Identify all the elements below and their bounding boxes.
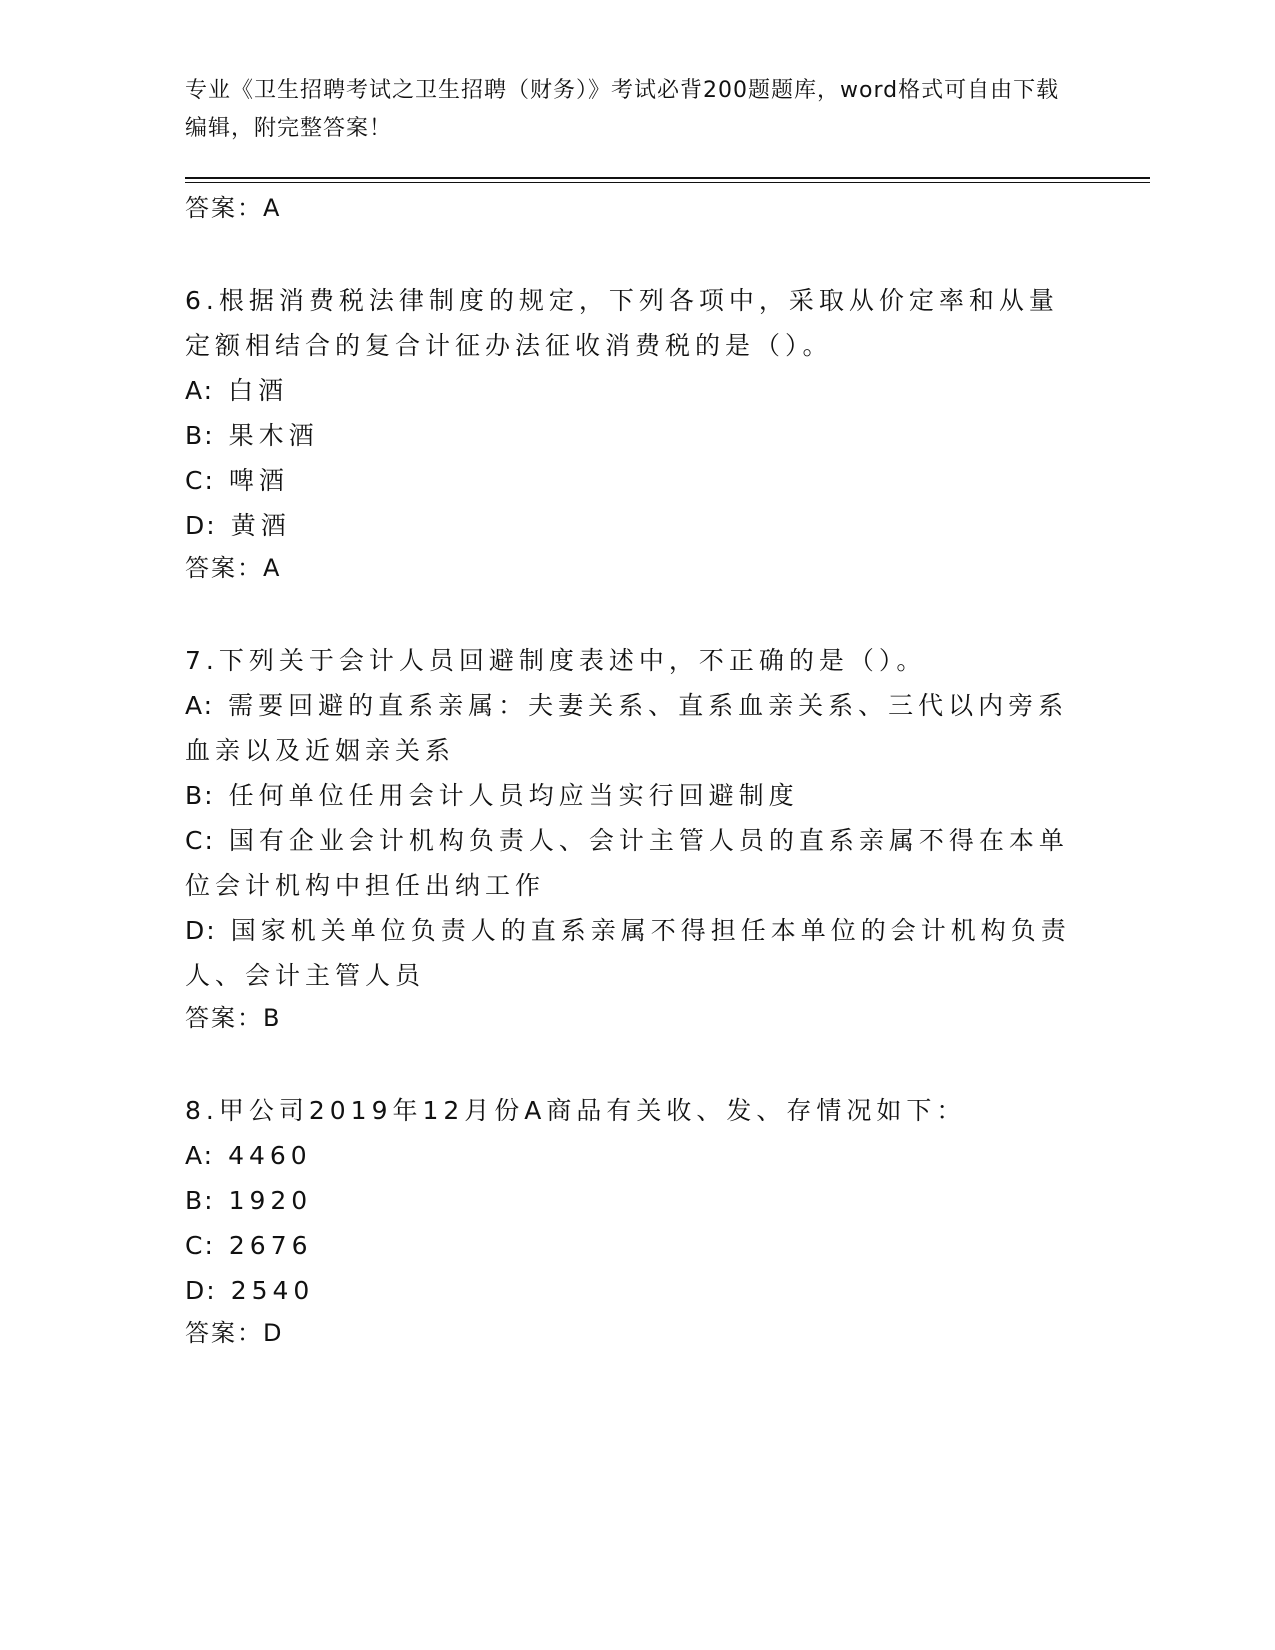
option-text: 2676 bbox=[228, 1231, 313, 1260]
option-letter: C: bbox=[185, 826, 215, 855]
option-b bbox=[185, 1178, 1075, 1223]
option-text: 黄酒 bbox=[230, 511, 291, 540]
question-stem: 6.根据消费税法律制度的规定，下列各项中，采取从价定率和从量定额相结合的复合计征办法征收消费税的是（）。 bbox=[185, 286, 1059, 360]
question-stem: 8.甲公司2019年12月份A商品有关收、发、存情况如下： bbox=[185, 1096, 967, 1125]
option-d bbox=[185, 1268, 1075, 1313]
answer-line: 答案：B bbox=[185, 1004, 282, 1032]
option-text: 啤酒 bbox=[228, 466, 289, 495]
option-letter: D: bbox=[185, 1276, 217, 1305]
answer-line: 答案：A bbox=[185, 554, 282, 582]
option-b bbox=[185, 773, 1075, 818]
option-text: 任何单位任用会计人员均应当实行回避制度 bbox=[228, 781, 799, 810]
option-text: 白酒 bbox=[228, 376, 289, 405]
answer-line: 答案：D bbox=[185, 1319, 284, 1347]
option-letter: D: bbox=[185, 511, 217, 540]
option-d bbox=[185, 503, 1075, 548]
option-text: 1920 bbox=[228, 1186, 313, 1215]
option-text: 2540 bbox=[230, 1276, 315, 1305]
option-b bbox=[185, 413, 1075, 458]
header-divider bbox=[185, 177, 1150, 179]
option-letter: B: bbox=[185, 421, 215, 450]
option-text: 需要回避的直系亲属：夫妻关系、直系血亲关系、三代以内旁系血亲以及近姻亲关系 bbox=[185, 691, 1069, 765]
option-text: 国家机关单位负责人的直系亲属不得担任本单位的会计机构负责人、会计主管人员 bbox=[185, 916, 1071, 990]
option-d bbox=[185, 908, 1075, 998]
question-stem: 7.下列关于会计人员回避制度表述中，不正确的是（）。 bbox=[185, 646, 927, 675]
option-letter: A: bbox=[185, 691, 215, 720]
option-letter: A: bbox=[185, 1141, 215, 1170]
option-letter: B: bbox=[185, 781, 215, 810]
option-a bbox=[185, 1133, 1075, 1178]
option-c bbox=[185, 1223, 1075, 1268]
question-list bbox=[185, 188, 1075, 1359]
option-letter: A: bbox=[185, 376, 215, 405]
option-c bbox=[185, 458, 1075, 503]
option-letter: C: bbox=[185, 1231, 215, 1260]
option-a bbox=[185, 368, 1075, 413]
document-header-intro: 专业《卫生招聘考试之卫生招聘（财务）》考试必背200题题库，word格式可自由下载编辑，附完整答案！ bbox=[185, 78, 1060, 141]
option-letter: B: bbox=[185, 1186, 215, 1215]
option-a bbox=[185, 683, 1075, 773]
option-text: 果木酒 bbox=[228, 421, 319, 450]
option-text: 国有企业会计机构负责人、会计主管人员的直系亲属不得在本单位会计机构中担任出纳工作 bbox=[185, 826, 1069, 900]
question-7 bbox=[185, 638, 1075, 1044]
question-6 bbox=[185, 278, 1075, 594]
option-c bbox=[185, 818, 1075, 908]
option-text: 4460 bbox=[228, 1141, 312, 1170]
header-divider-thin bbox=[185, 182, 1150, 183]
option-letter: D: bbox=[185, 916, 217, 945]
question-8 bbox=[185, 1088, 1075, 1359]
answer-line: 答案：A bbox=[185, 194, 282, 222]
option-letter: C: bbox=[185, 466, 215, 495]
